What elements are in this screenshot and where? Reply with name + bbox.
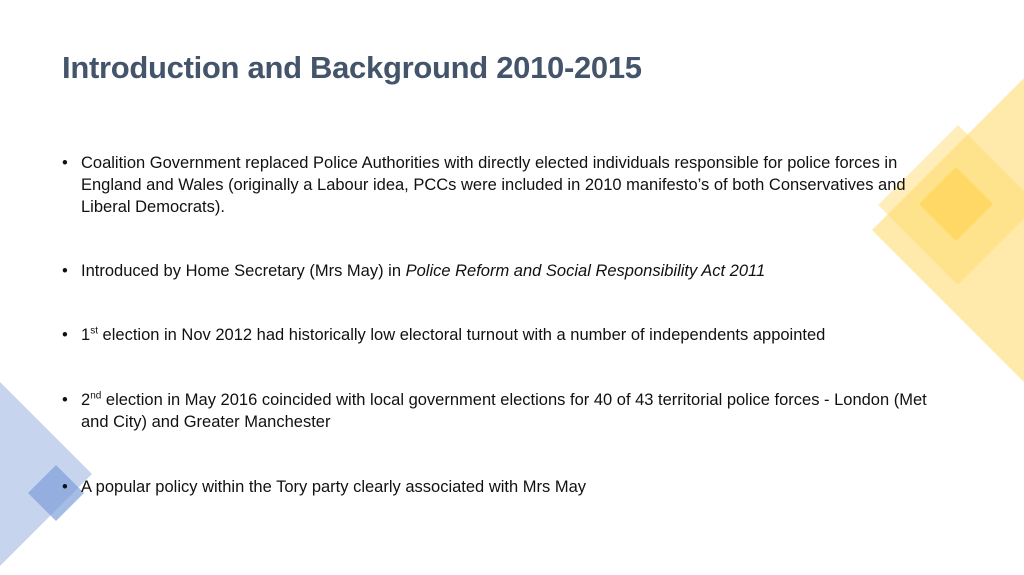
bullet-point-icon: • (62, 478, 68, 496)
bullet-text: Coalition Government replaced Police Authorities with directly elected individuals responsible for police forces in England and Wales (originally a Labour idea, PCCs were included in 2010 manifesto’s of both Conservatives and Liberal Democrats). (81, 154, 906, 216)
bullet-item-second-election (62, 389, 942, 433)
ordinal-number: 2 (81, 391, 91, 409)
bullet-list (62, 152, 942, 498)
bullet-point-icon: • (62, 262, 68, 280)
ordinal-suffix: nd (90, 390, 102, 402)
bullet-point-icon: • (62, 391, 68, 409)
bullet-text: Introduced by Home Secretary (Mrs May) in (81, 262, 406, 280)
bullet-item-first-election (62, 324, 942, 346)
ordinal-suffix: st (90, 325, 98, 337)
bullet-point-icon: • (62, 326, 68, 344)
bullet-text: A popular policy within the Tory party clearly associated with Mrs May (81, 478, 586, 496)
ordinal-number: 1 (81, 326, 91, 344)
slide-title: Introduction and Background 2010-2015 (62, 50, 642, 85)
bullet-text: election in May 2016 coincided with local government elections for 40 of 43 territorial police forces - London (Met and City) and Greater Manchester (81, 391, 927, 431)
bullet-text: election in Nov 2012 had historically low electoral turnout with a number of independents appointed (97, 326, 826, 344)
bullet-point-icon: • (62, 154, 68, 172)
bullet-item-coalition (62, 152, 942, 218)
bullet-item-introduced (62, 260, 942, 282)
act-title: Police Reform and Social Responsibility Act 2011 (405, 262, 766, 280)
bullet-item-popular-policy (62, 476, 942, 498)
